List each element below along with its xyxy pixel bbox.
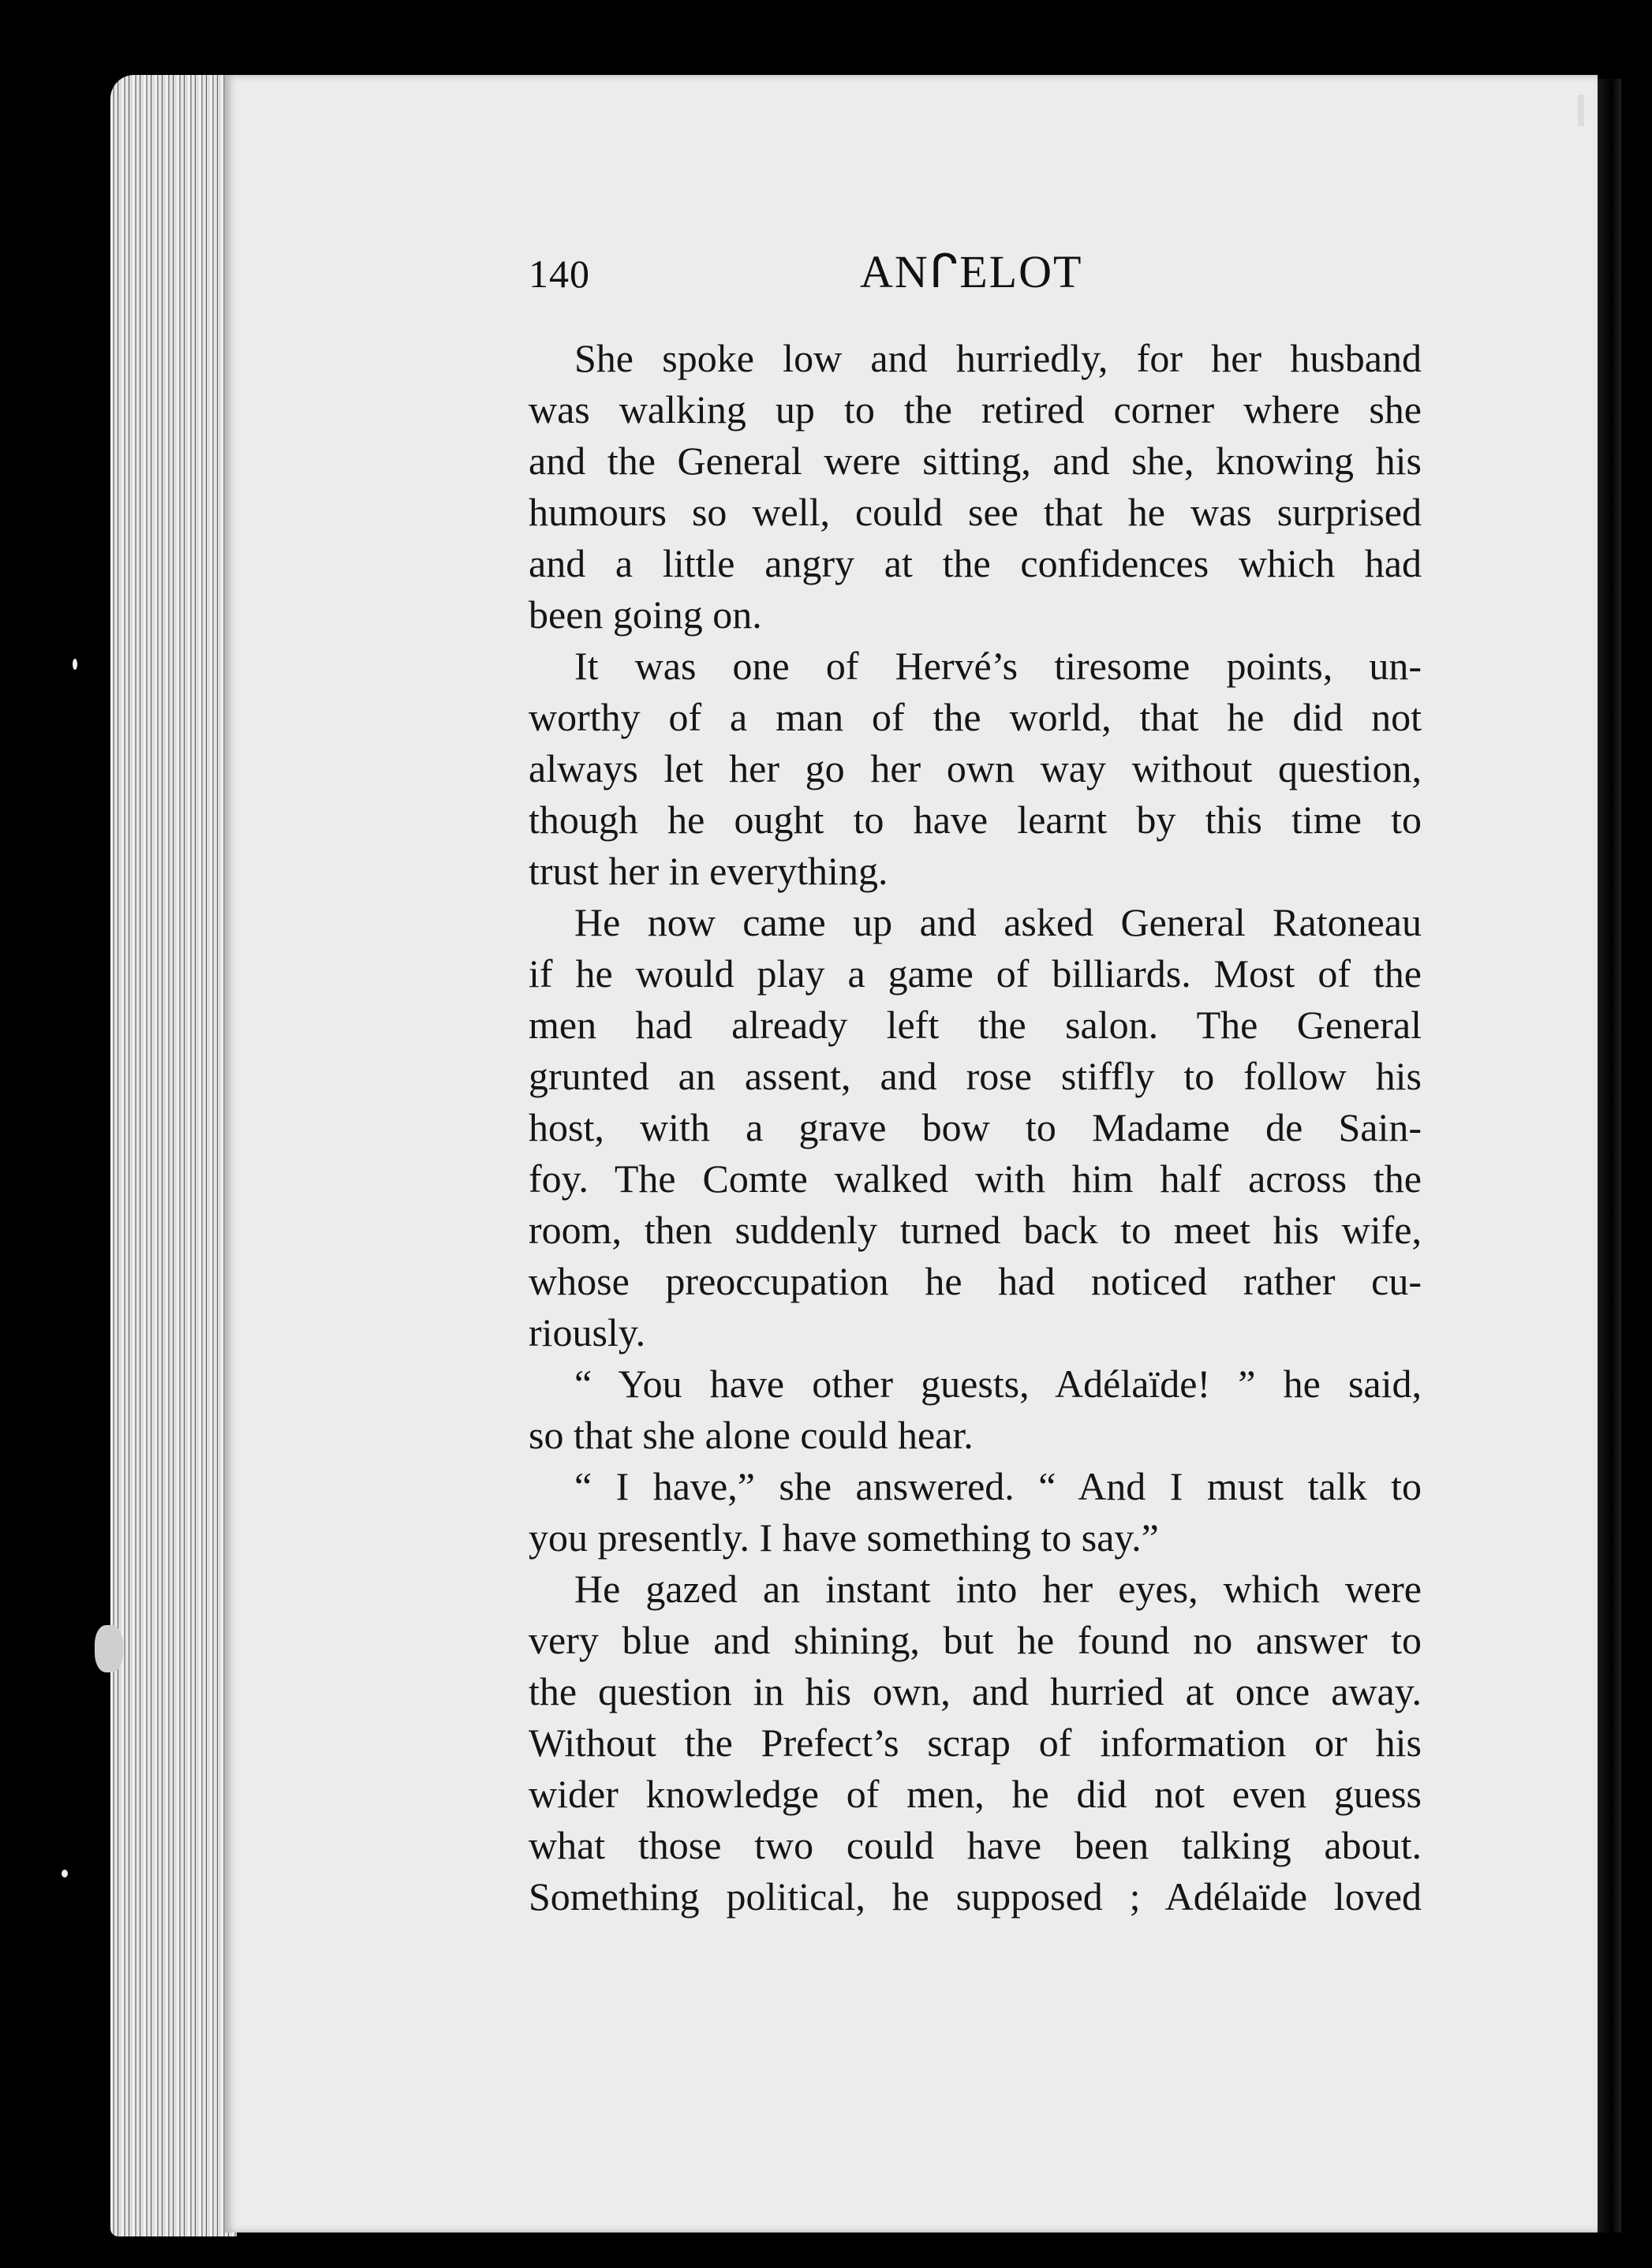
text-line: been going on.	[529, 592, 762, 637]
text-line: the question in his own, and hurried at once away.	[529, 1669, 1422, 1713]
text-line: grunted an assent, and rose stiffly to follow his	[529, 1054, 1422, 1098]
scan-speck	[410, 245, 418, 254]
text-line: and a little angry at the confidences which had	[529, 541, 1422, 585]
text-line: and the General were sitting, and she, knowing his	[529, 439, 1422, 483]
text-line: you presently. I have something to say.”	[529, 1515, 1159, 1560]
text-line: though he ought to have learnt by this time to	[529, 798, 1422, 842]
text-line: wider knowledge of men, he did not even guess	[529, 1772, 1422, 1816]
text-line: worthy of a man of the world, that he did not	[529, 695, 1422, 739]
text-line: so that she alone could hear.	[529, 1413, 974, 1457]
paragraph	[529, 1564, 1422, 1922]
text-line: “ I have,” she answered. “ And I must talk to	[574, 1464, 1422, 1508]
scan-speck	[1578, 95, 1584, 126]
text-line: host, with a grave bow to Madame de Sain-	[529, 1105, 1422, 1149]
text-line: room, then suddenly turned back to meet his wife,	[529, 1208, 1422, 1252]
paragraph	[529, 897, 1422, 1358]
text-line: was walking up to the retired corner where she	[529, 387, 1422, 432]
text-line: always let her go her own way without question,	[529, 746, 1422, 790]
book-page-edges	[110, 75, 237, 2236]
page-header	[529, 237, 1428, 308]
book-binding-edge	[1598, 79, 1621, 2233]
text-line: Without the Prefect’s scrap of information or his	[529, 1721, 1422, 1765]
text-line: Something political, he supposed ; Adélaïde loved	[529, 1874, 1422, 1919]
scan-speck	[62, 1870, 68, 1878]
text-line: trust her in everything.	[529, 849, 888, 893]
scan-speck	[73, 659, 77, 670]
text-line: men had already left the salon. The General	[529, 1003, 1422, 1047]
text-line: He now came up and asked General Ratoneau	[574, 900, 1422, 944]
page-number: 140	[529, 252, 590, 296]
text-line: He gazed an instant into her eyes, which were	[574, 1567, 1422, 1611]
text-line: foy. The Comte walked with him half across the	[529, 1156, 1422, 1201]
text-line: It was one of Hervé’s tiresome points, un-	[574, 644, 1422, 688]
text-line: very blue and shining, but he found no answer to	[529, 1618, 1422, 1662]
text-line: whose preoccupation he had noticed rather cu-	[529, 1259, 1422, 1303]
scan-speck	[95, 1625, 123, 1672]
text-line: She spoke low and hurriedly, for her husband	[574, 336, 1422, 380]
paragraph	[529, 1461, 1422, 1564]
paragraph	[529, 1358, 1422, 1461]
text-line: riously.	[529, 1310, 646, 1354]
text-line: if he would play a game of billiards. Most of the	[529, 951, 1422, 996]
paragraph	[529, 641, 1422, 897]
running-title: ANᒋELOT	[860, 246, 1083, 297]
body-text	[529, 333, 1422, 1922]
paragraph	[529, 333, 1422, 641]
text-line: humours so well, could see that he was surprised	[529, 490, 1422, 534]
text-line: “ You have other guests, Adélaïde! ” he said,	[574, 1362, 1422, 1406]
text-line: what those two could have been talking about.	[529, 1823, 1422, 1867]
